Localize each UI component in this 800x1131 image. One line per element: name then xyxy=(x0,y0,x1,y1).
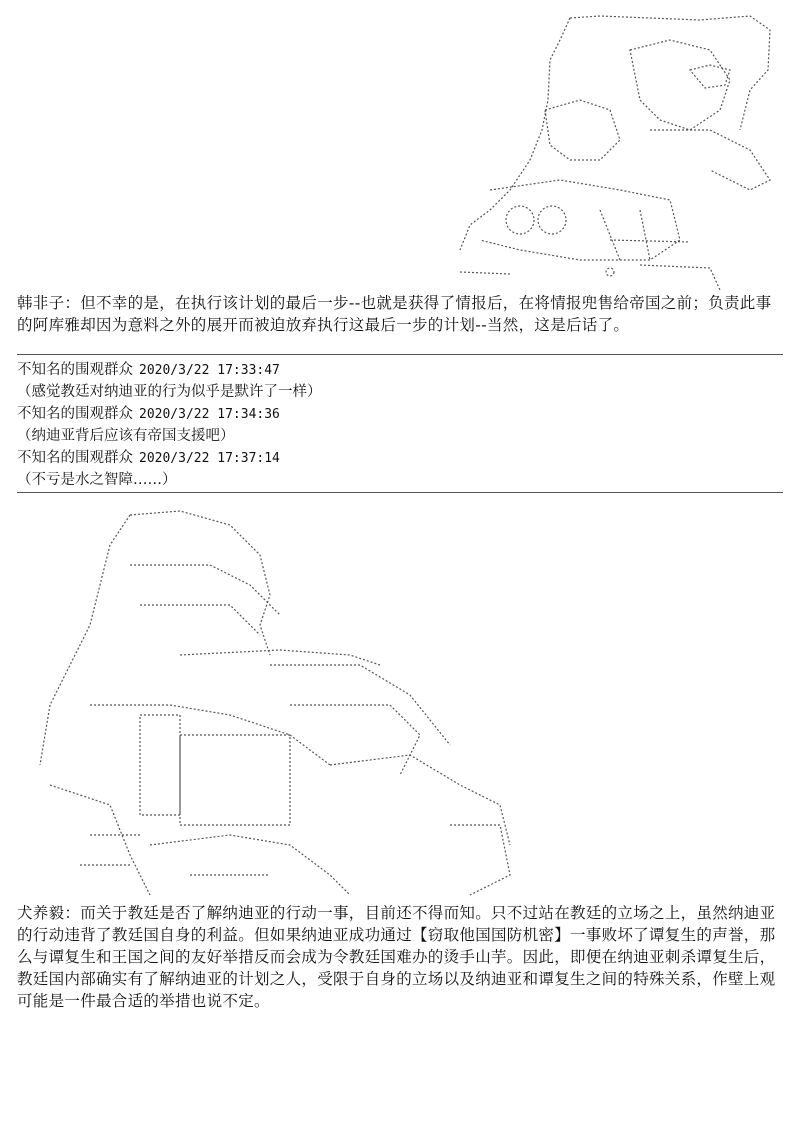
comment-time: 2020/3/22 17:33:47 xyxy=(139,363,280,378)
comment-time: 2020/3/22 17:34:36 xyxy=(139,407,280,422)
comment-text: （纳迪亚背后应该有帝国支援吧） xyxy=(17,428,235,444)
passage-1: 韩非子：但不幸的是，在执行该计划的最后一步--也就是获得了情报后，在将情报兜售给帝国之前；负责此事的阿库雅却因为意料之外的展开而被迫放弃执行这最后一步的计划--当然，这是后话了。 xyxy=(17,294,772,334)
comment-header xyxy=(17,403,783,425)
comment-text: （不亏是水之智障……） xyxy=(17,472,177,488)
ascii-art-bottom xyxy=(30,505,530,900)
comment-author: 不知名的围观群众 xyxy=(17,406,133,422)
divider-bottom xyxy=(17,492,783,493)
comment-list xyxy=(17,359,783,491)
ascii-art-top xyxy=(450,10,780,290)
comment-author: 不知名的围观群众 xyxy=(17,362,133,378)
comment-author: 不知名的围观群众 xyxy=(17,450,133,466)
comment-header xyxy=(17,359,783,381)
comment-time: 2020/3/22 17:37:14 xyxy=(139,451,280,466)
comment-header xyxy=(17,447,783,469)
comment-text: （感觉教廷对纳迪亚的行为似乎是默许了一样） xyxy=(17,384,322,400)
divider-top xyxy=(17,354,783,355)
passage-2: 犬养毅：而关于教廷是否了解纳迪亚的行动一事，目前还不得而知。只不过站在教廷的立场之上，虽然纳迪亚的行动违背了教廷国自身的利益。但如果纳迪亚成功通过【窃取他国国防机密】一事败坏了谭复生的声誉，那么与谭复生和王国之间的友好举措反而会成为令教廷国难办的烫手山芋。因此，即便在纳迪亚刺杀谭复生后，教廷国内部确实有了解纳迪亚的计划之人，受限于自身的立场以及纳迪亚和谭复生之间的特殊关系，作壁上观可能是一件最合适的举措也说不定。 xyxy=(17,904,776,1010)
